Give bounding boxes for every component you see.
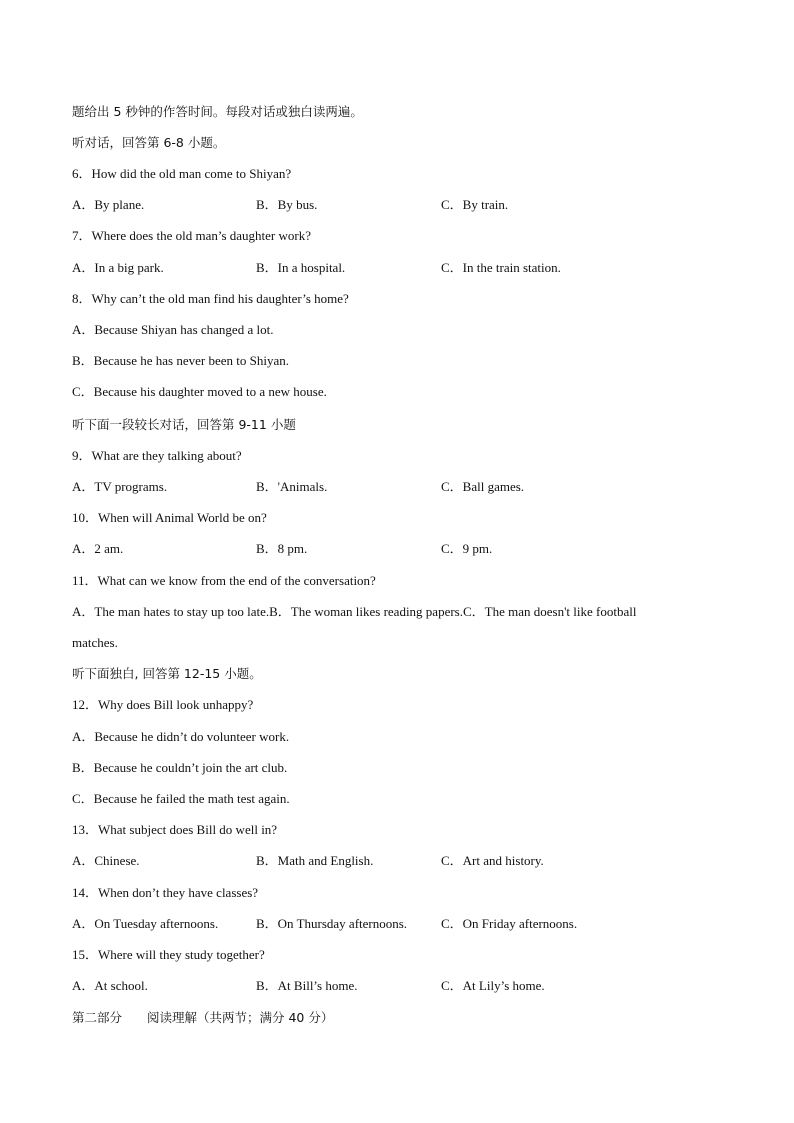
question-15: 15．Where will they study together? — [72, 947, 265, 962]
q12-option-a[interactable]: A．Because he didn’t do volunteer work. — [72, 729, 290, 744]
q14-option-a[interactable]: A．On Tuesday afternoons. — [72, 916, 219, 931]
question-11: 11．What can we know from the end of the conversation? — [72, 573, 376, 588]
section-heading-6-8: 听对话，回答第 6-8 小题。 — [72, 135, 226, 150]
q8-option-a[interactable]: A．Because Shiyan has changed a lot. — [72, 322, 274, 337]
question-8: 8．Why can’t the old man find his daughter’s home? — [72, 291, 349, 306]
q13-option-a[interactable]: A．Chinese. — [72, 853, 140, 868]
q8-option-b[interactable]: B．Because he has never been to Shiyan. — [72, 353, 289, 368]
part-two-heading: 第二部分 阅读理解（共两节；满分 40 分） — [72, 1010, 334, 1025]
q11-options-continuation[interactable]: matches. — [72, 635, 118, 650]
q7-option-a[interactable]: A．In a big park. — [72, 260, 164, 275]
q9-option-a[interactable]: A．TV programs. — [72, 479, 168, 494]
q13-option-c[interactable]: C．Art and history. — [441, 853, 544, 868]
q13-option-b[interactable]: B．Math and English. — [256, 853, 374, 868]
q14-option-b[interactable]: B．On Thursday afternoons. — [256, 916, 408, 931]
time-note: 题给出 5 秒钟的作答时间。每段对话或独白读两遍。 — [72, 104, 363, 119]
q7-option-b[interactable]: B．In a hospital. — [256, 260, 346, 275]
q10-option-b[interactable]: B．8 pm. — [256, 541, 308, 556]
q15-option-c[interactable]: C．At Lily’s home. — [441, 978, 545, 993]
q9-option-b[interactable]: B．'Animals. — [256, 479, 328, 494]
question-7: 7．Where does the old man’s daughter work? — [72, 228, 311, 243]
q14-option-c[interactable]: C．On Friday afternoons. — [441, 916, 578, 931]
question-9: 9．What are they talking about? — [72, 448, 242, 463]
q6-option-b[interactable]: B．By bus. — [256, 197, 318, 212]
q12-option-b[interactable]: B．Because he couldn’t join the art club. — [72, 760, 288, 775]
q9-option-c[interactable]: C．Ball games. — [441, 479, 525, 494]
q6-option-a[interactable]: A．By plane. — [72, 197, 145, 212]
q10-option-a[interactable]: A．2 am. — [72, 541, 124, 556]
q11-options-line[interactable]: A．The man hates to stay up too late.B．The woman likes reading papers.C．The man doesn't like football — [72, 604, 637, 619]
section-heading-12-15: 听下面独白, 回答第 12-15 小题。 — [72, 666, 262, 681]
q15-option-a[interactable]: A．At school. — [72, 978, 148, 993]
q8-option-c[interactable]: C．Because his daughter moved to a new house. — [72, 384, 327, 399]
q10-option-c[interactable]: C．9 pm. — [441, 541, 493, 556]
question-12: 12．Why does Bill look unhappy? — [72, 697, 254, 712]
question-6: 6．How did the old man come to Shiyan? — [72, 166, 292, 181]
question-14: 14．When don’t they have classes? — [72, 885, 259, 900]
q7-option-c[interactable]: C．In the train station. — [441, 260, 561, 275]
question-10: 10．When will Animal World be on? — [72, 510, 267, 525]
q12-option-c[interactable]: C．Because he failed the math test again. — [72, 791, 290, 806]
q15-option-b[interactable]: B．At Bill’s home. — [256, 978, 358, 993]
question-13: 13．What subject does Bill do well in? — [72, 822, 278, 837]
q6-option-c[interactable]: C．By train. — [441, 197, 509, 212]
section-heading-9-11: 听下面一段较长对话，回答第 9-11 小题 — [72, 417, 296, 432]
